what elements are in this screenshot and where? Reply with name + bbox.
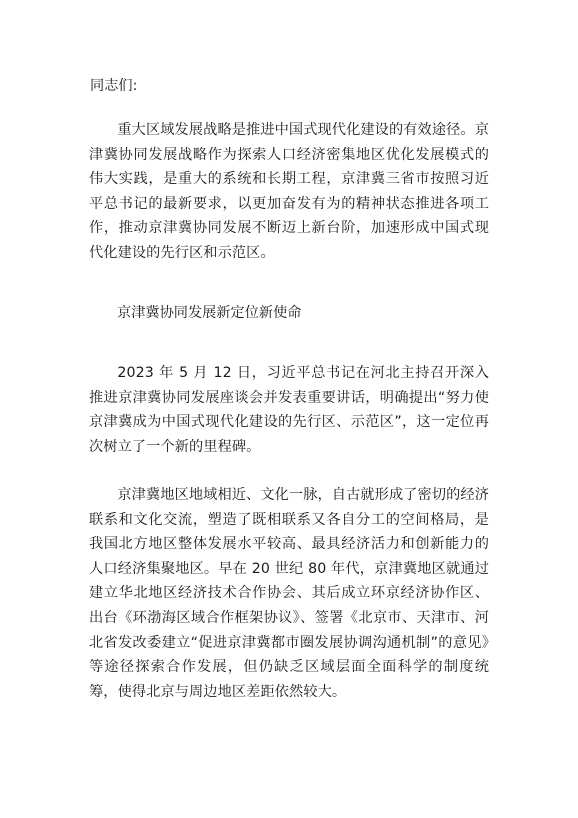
salutation: 同志们:: [90, 78, 138, 94]
section-heading: 京津冀协同发展新定位新使命: [117, 305, 302, 321]
paragraph-history: 京津冀地区地域相近、文化一脉，自古就形成了密切的经济联系和文化交流，塑造了既相联系又各自分工的空间格局，是我国北方地区整体发展水平较高、最具经济活力和创新能力的人口经济集聚地区。早在 20 世纪 80 年代，京津冀地区就通过建立华北地区经济技术合作协会、其后成立环京经济协作区、出台《环渤海区域合作框架协议》、签署《北京市、天津市、河北省发改委建立“促进京津冀都市圈发展协调沟通机制”的意见》等途径探索合作发展，但仍缺乏区域层面全面科学的制度统筹，使得北京与周边地区差距依然较大。: [89, 487, 489, 700]
paragraph-new-positioning: 2023 年 5 月 12 日，习近平总书记在河北主持召开深入推进京津冀协同发展座谈会并发表重要讲话，明确提出“努力使京津冀成为中国式现代化建设的先行区、示范区”，这一定位再次树立了一个新的里程碑。: [89, 365, 489, 455]
paragraph-intro: 重大区域发展战略是推进中国式现代化建设的有效途径。京津冀协同发展战略作为探索人口经济密集地区优化发展模式的伟大实践，是重大的系统和长期工程，京津冀三省市按照习近平总书记的最新要求，以更加奋发有为的精神状态推进各项工作，推动京津冀协同发展不断迈上新台阶，加速形成中国式现代化建设的先行区和示范区。: [89, 122, 489, 261]
